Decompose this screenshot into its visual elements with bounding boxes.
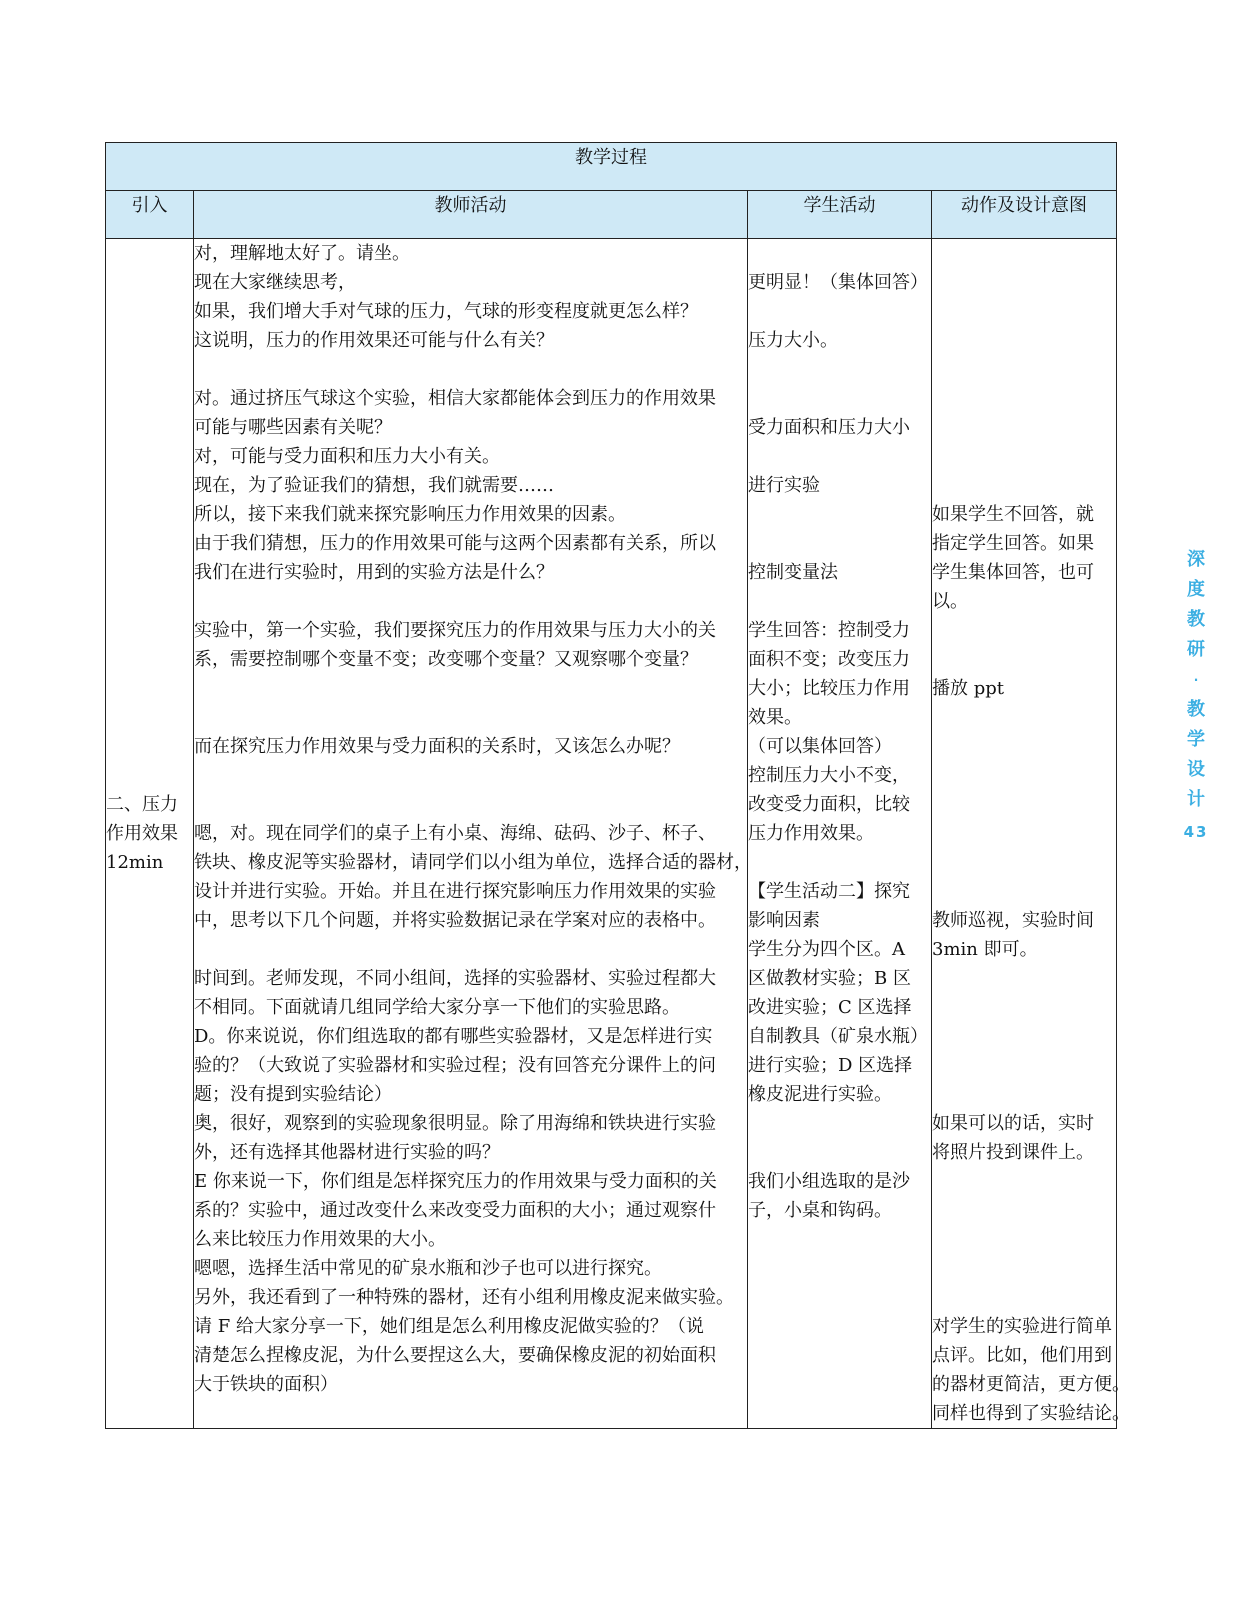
design-intent-spacer [932,268,1116,297]
design-intent-line: 学生集体回答，也可 [932,562,1094,583]
teacher-activity-line: 现在，为了验证我们的猜想，我们就需要…… [194,475,554,496]
teacher-activity-line: 铁块、橡皮泥等实验器材，请同学们以小组为单位，选择合适的器材， [194,852,752,873]
lesson-process-table [105,142,1130,1429]
student-activity-line: 学生分为四个区。A [748,939,905,960]
teacher-activity-line: 如果，我们增大手对气球的压力，气球的形变程度就更怎么样？ [194,301,698,322]
design-intent-spacer [932,703,1116,732]
teacher-activity-line: 题；没有提到实验结论） [194,1084,392,1105]
design-intent-spacer [932,761,1116,790]
student-activity-spacer [748,239,931,268]
design-intent-spacer [932,297,1116,326]
student-activity-spacer [748,442,931,471]
student-activity-line: 子，小桌和钩码。 [748,1200,892,1221]
student-activity-line: 受力面积和压力大小 [748,417,910,438]
teacher-activity-line: 请 F 给大家分享一下，她们组是怎么利用橡皮泥做实验的？（说 [194,1316,704,1337]
teacher-activity-line: 外，还有选择其他器材进行实验的吗？ [194,1142,500,1163]
teacher-activity-line: 验的？（大致说了实验器材和实验过程；没有回答充分课件上的问 [194,1055,716,1076]
design-intent-spacer [932,1022,1116,1051]
student-activity-line: （可以集体回答） [748,736,892,757]
design-intent-spacer [932,239,1116,268]
student-activity-line: 学生回答：控制受力 [748,620,910,641]
student-activity-spacer [748,297,931,326]
teacher-activity-spacer [194,935,747,964]
design-intent-spacer [932,471,1116,500]
design-intent-spacer [932,645,1116,674]
design-intent-spacer [932,442,1116,471]
teacher-activity-line: 对，理解地太好了。请坐。 [194,243,410,264]
phase-label [106,790,193,877]
student-activity-line: 自制教具（矿泉水瓶） [748,1026,928,1047]
design-intent-line: 以。 [932,591,968,612]
student-activity-spacer [748,1138,931,1167]
teacher-activity-line: 系的？实验中，通过改变什么来改变受力面积的大小；通过观察什 [194,1200,716,1221]
teacher-activity-spacer [194,790,747,819]
design-intent-spacer [932,964,1116,993]
teacher-activity-spacer [194,587,747,616]
design-intent-spacer [932,790,1116,819]
student-activity-line: 进行实验；D 区选择 [748,1055,913,1076]
sidebar-char: 计 [1187,789,1205,810]
student-activity-line: 效果。 [748,707,802,728]
student-activity-spacer [748,587,931,616]
teacher-activity-spacer [194,674,747,703]
student-activity-spacer [748,1109,931,1138]
student-activity-line: 【学生活动二】探究 [748,881,910,902]
teacher-activity-line: 对，可能与受力面积和压力大小有关。 [194,446,500,467]
design-intent-line: 如果学生不回答，就 [932,504,1094,525]
student-activity-spacer [748,384,931,413]
student-activity-line: 压力大小。 [748,330,838,351]
sidebar-char: · [1193,673,1199,687]
student-activity-line: 更明显！（集体回答） [748,272,928,293]
design-intent-spacer [932,993,1116,1022]
page-number: 43 [1183,823,1209,841]
design-intent-spacer [932,1254,1116,1283]
sidebar-char: 研 [1187,639,1205,660]
design-intent-spacer [932,1051,1116,1080]
teacher-activity-line: 嗯，对。现在同学们的桌子上有小桌、海绵、砝码、沙子、杯子、 [194,823,716,844]
teacher-activity-line: E 你来说一下，你们组是怎样探究压力的作用效果与受力面积的关 [194,1171,717,1192]
student-activity-line: 改进实验；C 区选择 [748,997,912,1018]
column-header-student: 学生活动 [748,191,932,239]
teacher-activity-line: 而在探究压力作用效果与受力面积的关系时，又该怎么办呢？ [194,736,680,757]
teacher-activity-line: 由于我们猜想，压力的作用效果可能与这两个因素都有关系，所以 [194,533,716,554]
teacher-activity-spacer [194,761,747,790]
phase-label-line: 作用效果 [106,823,178,844]
sidebar-char: 设 [1187,759,1205,780]
design-intent-line: 将照片投到课件上。 [932,1142,1094,1163]
teacher-activity-line: 系，需要控制哪个变量不变；改变哪个变量？又观察哪个变量？ [194,649,698,670]
student-activity-line: 控制变量法 [748,562,838,583]
design-intent-spacer [932,1196,1116,1225]
student-activity-line: 进行实验 [748,475,820,496]
teacher-activity-cell [194,239,752,1429]
teacher-activity-line: 中，思考以下几个问题，并将实验数据记录在学案对应的表格中。 [194,910,716,931]
student-activity-line: 影响因素 [748,910,820,931]
student-activity-line: 压力作用效果。 [748,823,874,844]
sidebar-char: 教 [1187,609,1205,630]
design-intent-line: 指定学生回答。如果 [932,533,1094,554]
teacher-activity-line: 我们在进行实验时，用到的实验方法是什么？ [194,562,554,583]
sidebar-char: 教 [1187,699,1205,720]
teacher-activity-line: 另外，我还看到了一种特殊的器材，还有小组利用橡皮泥来做实验。 [194,1287,734,1308]
design-intent-spacer [932,877,1116,906]
student-activity-line: 控制压力大小不变， [748,765,910,786]
design-intent-line: 点评。比如，他们用到 [932,1345,1112,1366]
student-activity-spacer [748,355,931,384]
teacher-activity-line: 所以，接下来我们就来探究影响压力作用效果的因素。 [194,504,626,525]
phase-cell [106,239,194,1429]
sidebar-char: 深 [1187,549,1205,570]
student-activity-line: 改变受力面积，比较 [748,794,910,815]
teacher-activity-line: 设计并进行实验。开始。并且在进行探究影响压力作用效果的实验 [194,881,716,902]
teacher-activity-spacer [194,703,747,732]
design-intent-spacer [932,616,1116,645]
teacher-activity-line: 大于铁块的面积） [194,1374,338,1395]
teacher-activity-line: 这说明，压力的作用效果还可能与什么有关？ [194,330,554,351]
design-intent-spacer [932,1225,1116,1254]
design-intent-spacer [932,732,1116,761]
teacher-activity-line: 现在大家继续思考， [194,272,356,293]
sidebar-char: 度 [1187,579,1205,600]
design-intent-cell [932,239,1130,1429]
design-intent-line: 播放 ppt [932,678,1004,699]
design-intent-spacer [932,326,1116,355]
student-activity-line: 面积不变；改变压力 [748,649,910,670]
design-intent-spacer [932,413,1116,442]
design-intent-spacer [932,384,1116,413]
teacher-activity-line: 么来比较压力作用效果的大小。 [194,1229,446,1250]
design-intent-spacer [932,355,1116,384]
phase-label-line: 二、压力 [106,794,178,815]
student-activity-line: 我们小组选取的是沙 [748,1171,910,1192]
teacher-activity-line: 不相同。下面就请几组同学给大家分享一下他们的实验思路。 [194,997,680,1018]
design-intent-spacer [932,1283,1116,1312]
teacher-activity-line: 清楚怎么捏橡皮泥，为什么要捏这么大，要确保橡皮泥的初始面积 [194,1345,716,1366]
teacher-activity-line: 时间到。老师发现，不同小组间，选择的实验器材、实验过程都大 [194,968,716,989]
student-activity-line: 橡皮泥进行实验。 [748,1084,892,1105]
design-intent-line: 3min 即可。 [932,939,1038,960]
sidebar-char: 学 [1187,729,1205,750]
phase-label-line: 12min [106,852,164,873]
teacher-activity-line: 嗯嗯，选择生活中常见的矿泉水瓶和沙子也可以进行探究。 [194,1258,662,1279]
teacher-activity-line: 实验中，第一个实验，我们要探究压力的作用效果与压力大小的关 [194,620,716,641]
design-intent-spacer [932,819,1116,848]
student-activity-spacer [748,848,931,877]
design-intent-line: 教师巡视，实验时间 [932,910,1094,931]
column-header-teacher: 教师活动 [194,191,748,239]
student-activity-cell [748,239,932,1429]
design-intent-line: 同样也得到了实验结论。 [932,1403,1130,1424]
design-intent-spacer [932,1080,1116,1109]
student-activity-line: 大小；比较压力作用 [748,678,910,699]
table-title: 教学过程 [106,143,1117,191]
column-header-intro: 引入 [106,191,194,239]
student-activity-spacer [748,500,931,529]
teacher-activity-line: 对。通过挤压气球这个实验，相信大家都能体会到压力的作用效果 [194,388,716,409]
teacher-activity-spacer [194,355,747,384]
student-activity-line: 区做教材实验；B 区 [748,968,911,989]
teacher-activity-line: 奥，很好，观察到的实验现象很明显。除了用海绵和铁块进行实验 [194,1113,716,1134]
sidebar-section-label [1176,545,1216,841]
teacher-activity-line: 可能与哪些因素有关呢？ [194,417,392,438]
design-intent-spacer [932,1167,1116,1196]
design-intent-spacer [932,848,1116,877]
design-intent-line: 对学生的实验进行简单 [932,1316,1112,1337]
design-intent-line: 的器材更简洁，更方便。 [932,1374,1130,1395]
design-intent-line: 如果可以的话，实时 [932,1113,1094,1134]
column-header-design: 动作及设计意图 [932,191,1117,239]
student-activity-spacer [748,529,931,558]
teacher-activity-line: D。你来说说，你们组选取的都有哪些实验器材，又是怎样进行实 [194,1026,713,1047]
